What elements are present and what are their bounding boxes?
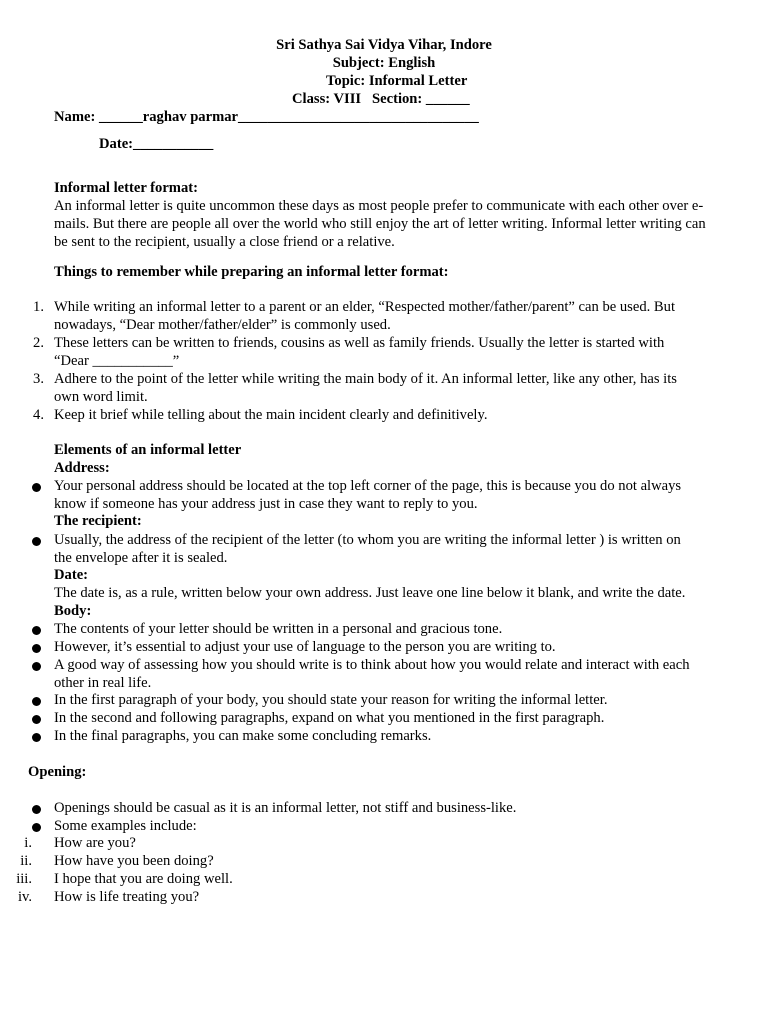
recipient-text: the envelope after it is sealed.	[54, 550, 228, 566]
roman-numeral: iii.	[16, 871, 32, 887]
list-number: 2.	[33, 335, 44, 351]
list-item-line: While writing an informal letter to a parent or an elder, “Respected mother/father/parent” can be used. But	[54, 299, 676, 315]
bullet-icon	[32, 483, 41, 492]
date-text: The date is, as a rule, written below your own address. Just leave one line below it blank, and write the date.	[54, 585, 686, 601]
list-item: Some examples include:	[54, 818, 197, 834]
list-item: How are you?	[54, 835, 136, 851]
format-heading: Informal letter format:	[54, 180, 198, 196]
bullet-icon	[32, 805, 41, 814]
list-item-line: nowadays, “Dear mother/father/elder” is commonly used.	[54, 317, 391, 333]
list-item-line: “Dear ___________”	[54, 353, 180, 369]
remember-heading: Things to remember while preparing an informal letter format:	[54, 264, 449, 280]
list-item: The contents of your letter should be written in a personal and gracious tone.	[54, 621, 503, 637]
list-item: In the final paragraphs, you can make some concluding remarks.	[54, 728, 432, 744]
address-text: know if someone has your address just in case they want to reply to you.	[54, 496, 478, 512]
list-item: Openings should be casual as it is an informal letter, not stiff and business-like.	[54, 800, 517, 816]
list-item-continuation: other in real life.	[54, 675, 152, 691]
list-item: How have you been doing?	[54, 853, 214, 869]
list-item-line: Adhere to the point of the letter while writing the main body of it. An informal letter, like any other, has its	[54, 371, 677, 387]
format-paragraph: An informal letter is quite uncommon these days as most people prefer to communicate with each other over e-mails. But there are people all over the world who still enjoy the art of letter writing. Informal letter writing can be sent to the recipient, usually a close friend or a relative.	[54, 198, 706, 250]
student-name-line: Name: ______raghav parmar_________________________________	[54, 109, 479, 125]
topic-line: Topic: Informal Letter	[326, 73, 468, 89]
date-label: Date:	[54, 567, 89, 583]
roman-numeral: i.	[24, 835, 32, 851]
roman-numeral: ii.	[20, 853, 32, 869]
class-section-line: Class: VIII Section: ______	[292, 91, 470, 107]
list-item: However, it’s essential to adjust your use of language to the person you are writing to.	[54, 639, 556, 655]
list-item-line: Keep it brief while telling about the main incident clearly and definitively.	[54, 407, 488, 423]
recipient-label: The recipient:	[54, 513, 142, 529]
school-name: Sri Sathya Sai Vidya Vihar, Indore	[276, 37, 492, 53]
subject-line: Subject: English	[332, 55, 436, 71]
date-line: Date:___________	[99, 136, 214, 152]
address-text: Your personal address should be located at the top left corner of the page, this is because you do not always	[54, 478, 682, 494]
bullet-icon	[32, 626, 41, 635]
list-item: I hope that you are doing well.	[54, 871, 233, 887]
list-number: 1.	[33, 299, 44, 315]
bullet-icon	[32, 537, 41, 546]
opening-heading: Opening:	[28, 764, 87, 780]
list-item: In the second and following paragraphs, expand on what you mentioned in the first paragraph.	[54, 710, 605, 726]
bullet-icon	[32, 823, 41, 832]
list-item-line: own word limit.	[54, 389, 148, 405]
list-item: In the first paragraph of your body, you should state your reason for writing the informal letter.	[54, 692, 608, 708]
bullet-icon	[32, 662, 41, 671]
list-item: A good way of assessing how you should write is to think about how you would relate and interact with each	[54, 657, 690, 673]
list-number: 3.	[33, 371, 44, 387]
list-item-line: These letters can be written to friends, cousins as well as family friends. Usually the letter is started with	[54, 335, 665, 351]
bullet-icon	[32, 697, 41, 706]
body-label: Body:	[54, 603, 92, 619]
list-item: How is life treating you?	[54, 889, 200, 905]
address-label: Address:	[54, 460, 110, 476]
recipient-text: Usually, the address of the recipient of the letter (to whom you are writing the informal letter ) is written on	[54, 532, 681, 548]
bullet-icon	[32, 715, 41, 724]
bullet-icon	[32, 644, 41, 653]
roman-numeral: iv.	[17, 889, 32, 905]
elements-heading: Elements of an informal letter	[54, 442, 242, 458]
list-number: 4.	[33, 407, 44, 423]
bullet-icon	[32, 733, 41, 742]
